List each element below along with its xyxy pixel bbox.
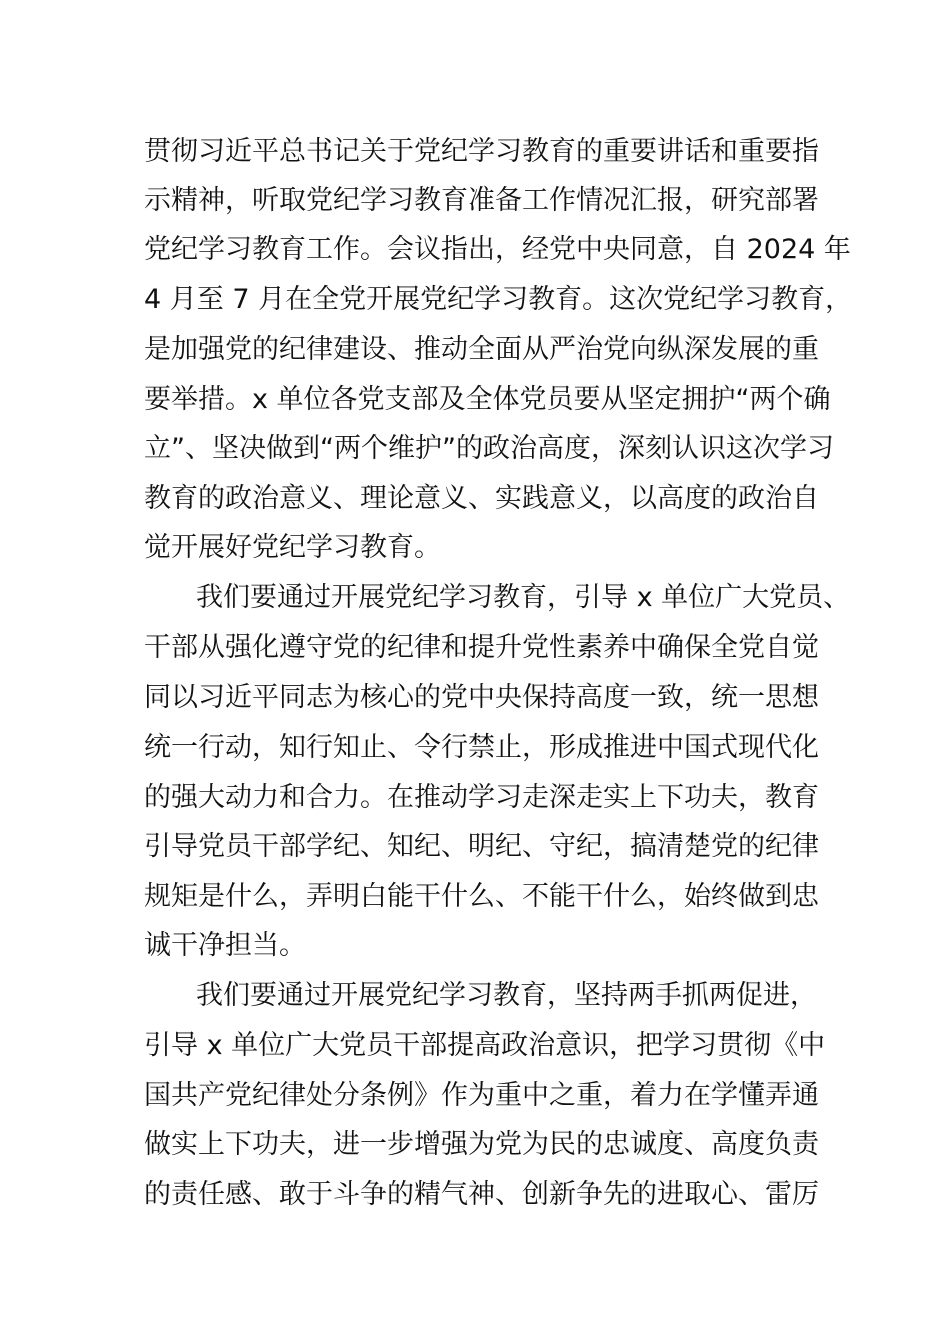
paragraph-1-line-3: 党纪学习教育工作。会议指出，经党中央同意，自 2024 年	[144, 234, 851, 265]
paragraph-1-line-7: 立”、坚决做到“两个维护”的政治高度，深刻认识这次学习	[144, 433, 834, 464]
paragraph-2-line-6: 引导党员干部学纪、知纪、明纪、守纪，搞清楚党的纪律	[144, 831, 819, 862]
paragraph-1-line-1: 贯彻习近平总书记关于党纪学习教育的重要讲话和重要指	[144, 136, 819, 167]
paragraph-1-line-8: 教育的政治意义、理论意义、实践意义，以高度的政治自	[144, 483, 819, 514]
paragraph-1-line-9: 觉开展好党纪学习教育。	[144, 532, 441, 563]
paragraph-2-line-2: 干部从强化遵守党的纪律和提升党性素养中确保全党自觉	[144, 632, 819, 663]
paragraph-2-line-3: 同以习近平同志为核心的党中央保持高度一致，统一思想	[144, 682, 819, 713]
paragraph-1-line-6: 要举措。x 单位各党支部及全体党员要从坚定拥护“两个确	[144, 384, 831, 415]
paragraph-3-line-3: 国共产党纪律处分条例》作为重中之重，着力在学懂弄通	[144, 1080, 819, 1111]
paragraph-2-line-7: 规矩是什么，弄明白能干什么、不能干什么，始终做到忠	[144, 881, 819, 912]
paragraph-1-line-4: 4 月至 7 月在全党开展党纪学习教育。这次党纪学习教育，	[144, 284, 853, 315]
paragraph-2-line-1: 我们要通过开展党纪学习教育，引导 x 单位广大党员、	[196, 582, 851, 613]
paragraph-1-line-2: 示精神，听取党纪学习教育准备工作情况汇报，研究部署	[144, 185, 819, 216]
paragraph-3-line-1: 我们要通过开展党纪学习教育，坚持两手抓两促进，	[196, 980, 817, 1011]
paragraph-1-line-5: 是加强党的纪律建设、推动全面从严治党向纵深发展的重	[144, 334, 819, 365]
paragraph-2-line-4: 统一行动，知行知止、令行禁止，形成推进中国式现代化	[144, 732, 819, 763]
paragraph-2-line-5: 的强大动力和合力。在推动学习走深走实上下功夫，教育	[144, 782, 819, 813]
paragraph-3-line-5: 的责任感、敢于斗争的精气神、创新争先的进取心、雷厉	[144, 1179, 819, 1210]
paragraph-2-line-8: 诚干净担当。	[144, 930, 306, 961]
paragraph-3-line-4: 做实上下功夫，进一步增强为党为民的忠诚度、高度负责	[144, 1129, 819, 1160]
paragraph-3-line-2: 引导 x 单位广大党员干部提高政治意识，把学习贯彻《中	[144, 1030, 826, 1061]
